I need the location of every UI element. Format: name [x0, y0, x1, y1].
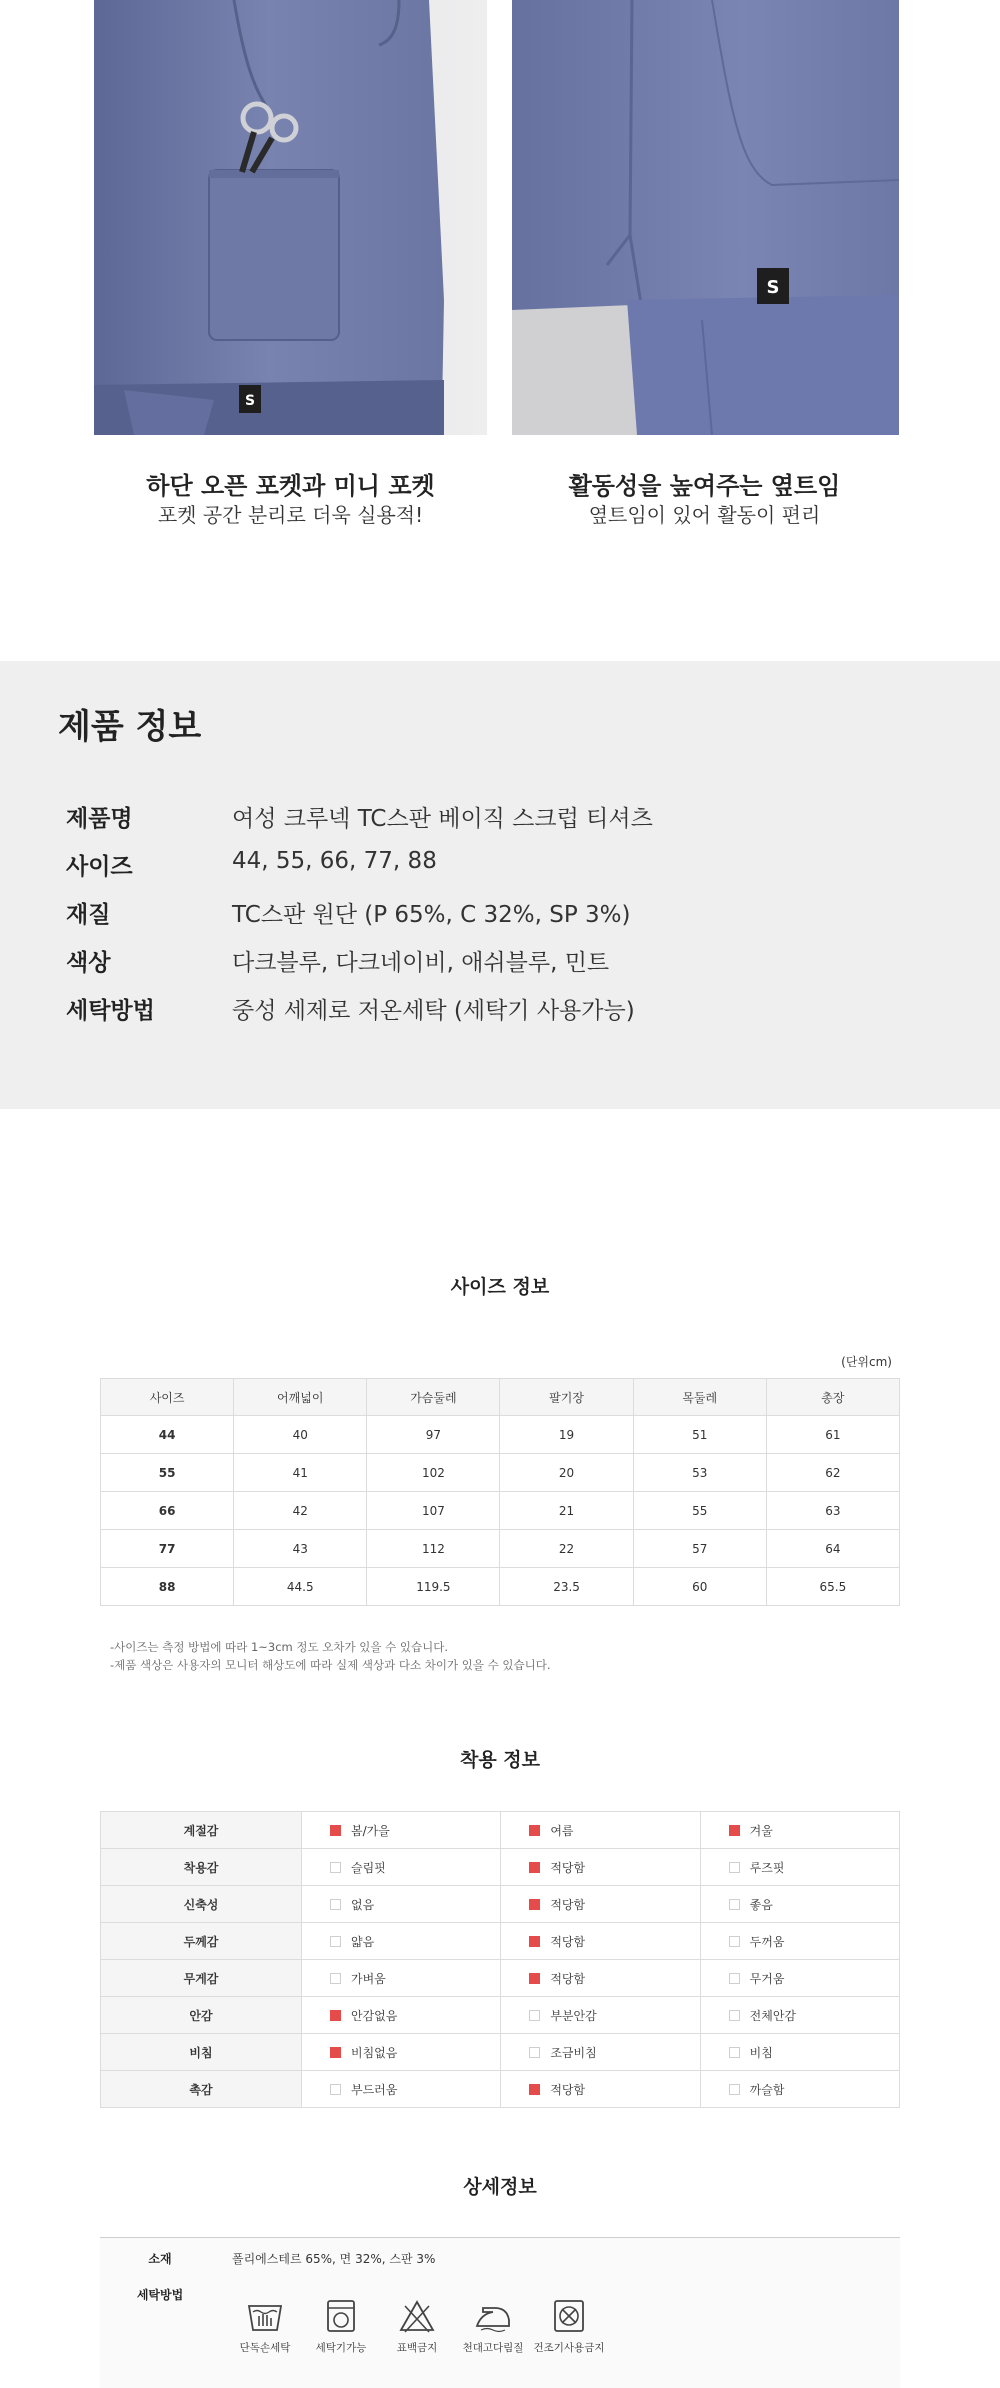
- wash-icon-label: 표백금지: [396, 2342, 438, 2354]
- fit-row-label: 두께감: [101, 1923, 302, 1960]
- unchecked-box-icon: [330, 1936, 341, 1947]
- info-label: 사이즈: [66, 854, 133, 880]
- size-cell: 44.5: [234, 1568, 367, 1606]
- feature-title-slit: 활동성을 높여주는 옆트임: [568, 472, 841, 500]
- size-cell: 23.5: [500, 1568, 633, 1606]
- fit-row: [101, 1849, 900, 1886]
- info-label: 재질: [66, 902, 111, 928]
- wash-icon-label: 단독손세탁: [239, 2342, 291, 2354]
- info-value: 44, 55, 66, 77, 88: [232, 848, 437, 874]
- fit-option: [700, 1997, 899, 2034]
- fit-option-label: 얇음: [351, 1934, 375, 1949]
- fit-option: [501, 1812, 700, 1849]
- fit-option: [501, 1997, 700, 2034]
- fit-option-label: 무거움: [749, 1971, 785, 1986]
- size-table-header: [101, 1379, 900, 1416]
- fit-option-label: 안감없음: [351, 2008, 398, 2023]
- size-cell: 57: [633, 1530, 766, 1568]
- col-header: 어깨넓이: [234, 1379, 367, 1416]
- table-row: [101, 1454, 900, 1492]
- size-unit: (단위cm): [841, 1355, 892, 1369]
- checked-box-icon: [330, 2010, 341, 2021]
- unchecked-box-icon: [729, 2047, 740, 2058]
- fit-row: [101, 2071, 900, 2108]
- table-row: [101, 1416, 900, 1454]
- detail-info-title: 상세정보: [463, 2176, 537, 2198]
- size-cell: 97: [367, 1416, 500, 1454]
- fit-option: [501, 1960, 700, 1997]
- svg-text:S: S: [766, 277, 780, 298]
- size-cell: 66: [101, 1492, 234, 1530]
- fit-row-label: 신축성: [101, 1886, 302, 1923]
- unchecked-box-icon: [529, 2010, 540, 2021]
- no-iron-icon: [473, 2298, 513, 2334]
- size-cell: 43: [234, 1530, 367, 1568]
- size-cell: 55: [633, 1492, 766, 1530]
- fit-option: [700, 1886, 899, 1923]
- size-cell: 102: [367, 1454, 500, 1492]
- size-cell: 22: [500, 1530, 633, 1568]
- col-header: 팔기장: [500, 1379, 633, 1416]
- info-value: 여성 크루넥 TC스판 베이직 스크럽 티셔츠: [232, 806, 653, 832]
- size-note: -사이즈는 측정 방법에 따라 1~3cm 정도 오차가 있을 수 있습니다.: [110, 1640, 449, 1654]
- wash-icon-label: 세탁기가능: [315, 2342, 367, 2354]
- fit-option-label: 겨울: [749, 1823, 773, 1838]
- feature-subtitle-slit: 옆트임이 있어 활동이 편리: [588, 503, 821, 527]
- fit-option-label: 조금비침: [550, 2045, 597, 2060]
- wash-item-no-bleach: [379, 2298, 455, 2355]
- size-cell: 65.5: [766, 1568, 899, 1606]
- table-row: [101, 1530, 900, 1568]
- size-cell: 61: [766, 1416, 899, 1454]
- fit-info-title: 착용 정보: [459, 1749, 541, 1771]
- size-cell: 63: [766, 1492, 899, 1530]
- product-info-section: [0, 661, 1000, 1109]
- checked-box-icon: [529, 1936, 540, 1947]
- info-label: 색상: [66, 950, 111, 976]
- fit-option-label: 적당함: [550, 1971, 586, 1986]
- size-cell: 112: [367, 1530, 500, 1568]
- unchecked-box-icon: [729, 1862, 740, 1873]
- info-value: TC스판 원단 (P 65%, C 32%, SP 3%): [232, 902, 631, 928]
- scrub-side-slit-illustration: [512, 0, 899, 435]
- fit-row: [101, 1886, 900, 1923]
- fit-option: [501, 2071, 700, 2108]
- size-cell: 41: [234, 1454, 367, 1492]
- fit-option-label: 없음: [351, 1897, 375, 1912]
- fit-option: [302, 1812, 501, 1849]
- col-header: 가슴둘레: [367, 1379, 500, 1416]
- unchecked-box-icon: [729, 2010, 740, 2021]
- fit-row: [101, 1923, 900, 1960]
- fit-option-label: 부분안감: [550, 2008, 597, 2023]
- size-cell: 119.5: [367, 1568, 500, 1606]
- fit-row: [101, 2034, 900, 2071]
- size-cell: 19: [500, 1416, 633, 1454]
- fit-option: [700, 2071, 899, 2108]
- detail-info-box: [100, 2237, 900, 2388]
- size-cell: 20: [500, 1454, 633, 1492]
- unchecked-box-icon: [330, 1899, 341, 1910]
- fit-option-label: 적당함: [550, 1934, 586, 1949]
- fit-option-label: 비침: [749, 2045, 773, 2060]
- col-header: 총장: [766, 1379, 899, 1416]
- fit-row: [101, 1812, 900, 1849]
- fit-option: [302, 1960, 501, 1997]
- fit-row-label: 계절감: [101, 1812, 302, 1849]
- checked-box-icon: [529, 1973, 540, 1984]
- material-label: 소재: [148, 2252, 172, 2266]
- fit-option: [700, 1923, 899, 1960]
- size-cell: 60: [633, 1568, 766, 1606]
- checked-box-icon: [330, 2047, 341, 2058]
- checked-box-icon: [729, 1825, 740, 1836]
- hand-wash-icon: [245, 2298, 285, 2334]
- fit-option: [302, 2034, 501, 2071]
- wash-item-machine: [303, 2298, 379, 2355]
- scrub-pocket-illustration: [94, 0, 487, 435]
- fit-option: [501, 1849, 700, 1886]
- checked-box-icon: [529, 1862, 540, 1873]
- unchecked-box-icon: [729, 1936, 740, 1947]
- feature-subtitle-pocket: 포켓 공간 분리로 더욱 실용적!: [157, 503, 424, 527]
- fit-row: [101, 1960, 900, 1997]
- info-label: 세탁방법: [66, 998, 155, 1024]
- fit-table: [100, 1811, 900, 2108]
- table-row: [101, 1568, 900, 1606]
- feature-title-pocket: 하단 오픈 포켓과 미니 포켓: [146, 472, 435, 500]
- fit-row-label: 촉감: [101, 2071, 302, 2108]
- unchecked-box-icon: [330, 1973, 341, 1984]
- wash-icon-label: 천대고다림질: [462, 2342, 524, 2354]
- size-info-title: 사이즈 정보: [450, 1276, 550, 1298]
- fit-option-label: 슬림핏: [351, 1860, 386, 1875]
- fit-option: [700, 1960, 899, 1997]
- info-value: 다크블루, 다크네이비, 애쉬블루, 민트: [232, 950, 610, 976]
- wash-icon-label: 건조기사용금지: [533, 2342, 605, 2354]
- fit-row-label: 착용감: [101, 1849, 302, 1886]
- unchecked-box-icon: [729, 1973, 740, 1984]
- fit-row-label: 비침: [101, 2034, 302, 2071]
- size-cell: 88: [101, 1568, 234, 1606]
- fit-option-label: 가벼움: [351, 1971, 386, 1986]
- unchecked-box-icon: [729, 2084, 740, 2095]
- fit-option-label: 여름: [550, 1823, 574, 1838]
- wash-item-iron: [455, 2298, 531, 2355]
- fit-option: [302, 2071, 501, 2108]
- size-cell: 64: [766, 1530, 899, 1568]
- checked-box-icon: [529, 2084, 540, 2095]
- wash-item-no-dryer: [531, 2298, 607, 2355]
- unchecked-box-icon: [529, 2047, 540, 2058]
- size-cell: 62: [766, 1454, 899, 1492]
- fit-option-label: 적당함: [550, 1860, 586, 1875]
- fit-option: [501, 1886, 700, 1923]
- no-dryer-icon: [549, 2298, 589, 2334]
- checked-box-icon: [529, 1899, 540, 1910]
- col-header: 사이즈: [101, 1379, 234, 1416]
- size-cell: 53: [633, 1454, 766, 1492]
- fit-option: [700, 1812, 899, 1849]
- fit-row-label: 안감: [101, 1997, 302, 2034]
- product-photo-side-slit: [512, 0, 899, 435]
- wash-item-hand-wash: [227, 2298, 303, 2355]
- fit-option: [700, 2034, 899, 2071]
- fit-option: [302, 1997, 501, 2034]
- checked-box-icon: [330, 1825, 341, 1836]
- size-cell: 44: [101, 1416, 234, 1454]
- product-photo-pocket: [94, 0, 487, 435]
- fit-option: [302, 1886, 501, 1923]
- info-label: 제품명: [66, 806, 133, 832]
- fit-option: [501, 1923, 700, 1960]
- size-cell: 107: [367, 1492, 500, 1530]
- size-note: -제품 색상은 사용자의 모니터 해상도에 따라 실제 색상과 다소 차이가 있을 수 있습니다.: [110, 1658, 551, 1672]
- size-cell: 42: [234, 1492, 367, 1530]
- size-cell: 51: [633, 1416, 766, 1454]
- fit-option-label: 좋음: [749, 1897, 773, 1912]
- fit-option-label: 비침없음: [351, 2045, 398, 2060]
- no-bleach-icon: [397, 2298, 437, 2334]
- fit-option-label: 적당함: [550, 2082, 586, 2097]
- fit-option-label: 루즈핏: [749, 1860, 785, 1875]
- fit-option-label: 전체안감: [749, 2008, 797, 2023]
- fit-option-label: 두꺼움: [749, 1934, 785, 1949]
- size-cell: 40: [234, 1416, 367, 1454]
- checked-box-icon: [529, 1825, 540, 1836]
- fit-option: [700, 1849, 899, 1886]
- material-value: 폴리에스테르 65%, 면 32%, 스판 3%: [232, 2252, 436, 2266]
- product-info-title: 제품 정보: [58, 707, 202, 747]
- fit-option-label: 부드러움: [351, 2082, 398, 2097]
- wash-label: 세탁방법: [136, 2288, 184, 2302]
- size-cell: 77: [101, 1530, 234, 1568]
- fit-option-label: 적당함: [550, 1897, 586, 1912]
- size-table: [100, 1378, 900, 1606]
- col-header: 목둘레: [633, 1379, 766, 1416]
- fit-option-label: 봄/가을: [351, 1823, 390, 1838]
- fit-option-label: 까슬함: [749, 2082, 785, 2097]
- unchecked-box-icon: [330, 2084, 341, 2095]
- fit-row: [101, 1997, 900, 2034]
- fit-option: [302, 1923, 501, 1960]
- size-cell: 55: [101, 1454, 234, 1492]
- fit-row-label: 무게감: [101, 1960, 302, 1997]
- fit-option: [302, 1849, 501, 1886]
- washing-machine-icon: [321, 2298, 361, 2334]
- unchecked-box-icon: [729, 1899, 740, 1910]
- table-row: [101, 1492, 900, 1530]
- svg-text:S: S: [244, 393, 256, 409]
- info-value: 중성 세제로 저온세탁 (세탁기 사용가능): [232, 998, 635, 1024]
- unchecked-box-icon: [330, 1862, 341, 1873]
- size-cell: 21: [500, 1492, 633, 1530]
- fit-option: [501, 2034, 700, 2071]
